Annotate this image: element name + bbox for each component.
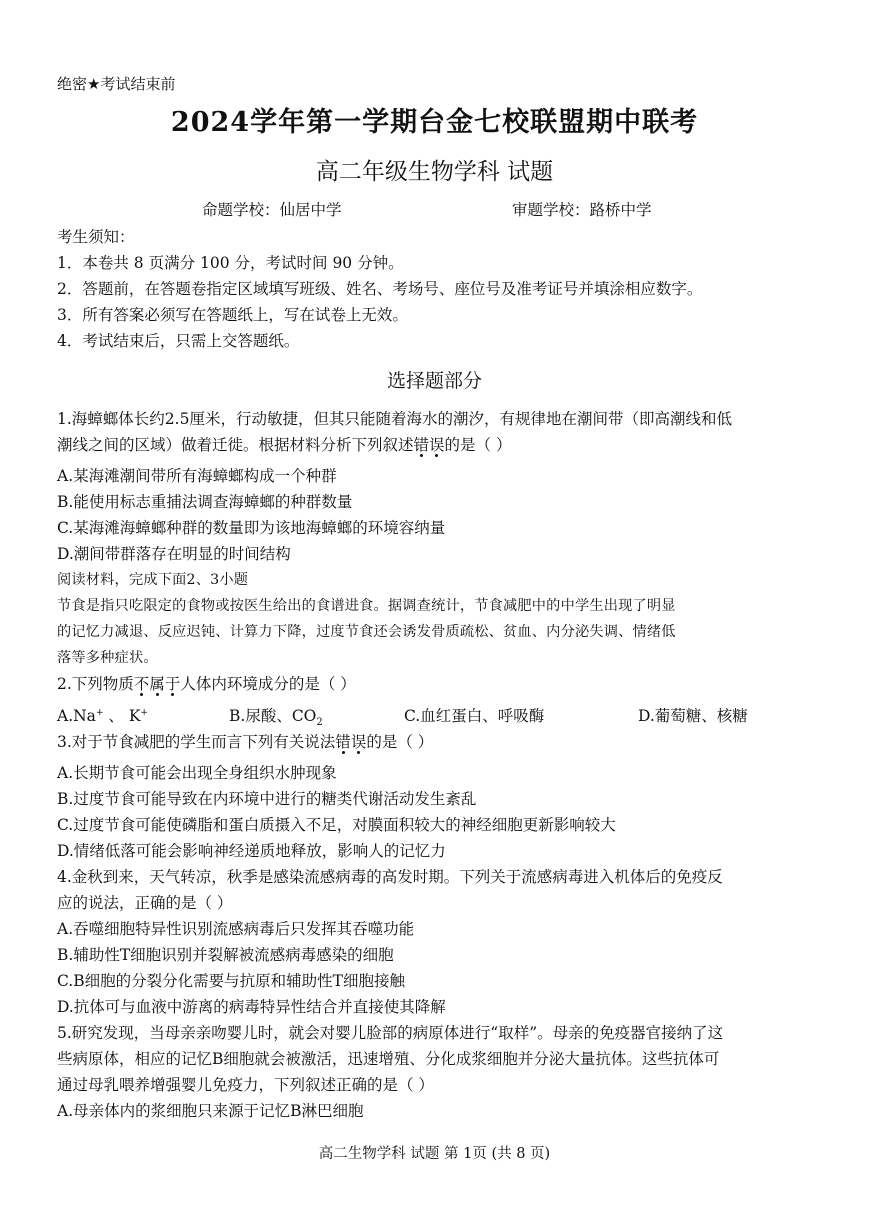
q5-option-a: A.母亲体内的浆细胞只来源于记忆B淋巴细胞 xyxy=(57,1102,364,1120)
reading-material-line: 的记忆力减退、反应迟钝、计算力下降，过度节食还会诱发骨质疏松、贫血、内分泌失调、情绪低 xyxy=(57,624,676,640)
q4-option-b: B.辅助性T细胞识别并裂解被流感病毒感染的细胞 xyxy=(57,946,394,964)
emphasis-char: 错 xyxy=(413,436,430,454)
q5-stem-line: 些病原体，相应的记忆B细胞就会被激活，迅速增殖、分化成浆细胞并分泌大量抗体。这些抗体可 xyxy=(57,1050,720,1068)
setter-school: 命题学校：仙居中学 xyxy=(202,201,342,219)
q2-option-c: C.血红蛋白、呼吸酶 xyxy=(404,707,545,725)
instruction-item: 4．考试结束后，只需上交答题纸。 xyxy=(57,332,300,350)
q3-stem-text: 的是（ ） xyxy=(366,733,434,751)
emphasis-char: 误 xyxy=(350,733,367,751)
instruction-item: 2．答题前，在答题卷指定区域填写班级、姓名、考场号、座位号及准考证号并填涂相应数字。 xyxy=(57,280,703,298)
q1-option-d: D.潮间带群落存在明显的时间结构 xyxy=(57,545,291,563)
reading-intro: 阅读材料，完成下面2、3小题 xyxy=(57,572,249,588)
emphasis-char: 误 xyxy=(429,436,445,454)
superscript: + xyxy=(140,707,148,718)
star-icon: ★ xyxy=(87,75,101,93)
q1-option-c: C.某海滩海蟑螂种群的数量即为该地海蟑螂的环境容纳量 xyxy=(57,519,446,537)
q2-stem-text: 人体内环境成分的是（ ） xyxy=(180,675,356,693)
page-footer: 高二生物学科 试题 第 1页 (共 8 页) xyxy=(318,1146,551,1162)
confidential-mark xyxy=(57,74,175,94)
exam-title: 2024学年第一学期台金七校联盟期中联考 xyxy=(170,107,699,138)
q1-stem-text: 的是（ ） xyxy=(444,436,512,454)
q3-option-c: C.过度节食可能使磷脂和蛋白质摄入不足，对膜面积较大的神经细胞更新影响较大 xyxy=(57,816,616,834)
emphasis-char: 属 xyxy=(149,675,165,693)
q3-stem-text: 3.对于节食减肥的学生而言下列有关说法 xyxy=(57,733,336,751)
q4-option-c: C.B细胞的分裂分化需要与抗原和辅助性T细胞接触 xyxy=(57,972,405,990)
reading-material-line: 落等多种症状。 xyxy=(57,650,158,666)
confidential-post: 考试结束前 xyxy=(100,75,176,93)
q2-option-a-text: A.Na xyxy=(57,707,96,725)
emphasis-char: 错 xyxy=(335,733,351,751)
q3-option-b: B.过度节食可能导致在内环境中进行的糖类代谢活动发生紊乱 xyxy=(57,790,477,808)
instruction-item: 1．本卷共 8 页满分 100 分，考试时间 90 分钟。 xyxy=(57,254,404,272)
section-title: 选择题部分 xyxy=(386,370,482,392)
q1-stem-text: 潮线之间的区域）做着迁徙。根据材料分析下列叙述 xyxy=(57,436,414,454)
exam-subtitle: 高二年级生物学科 试题 xyxy=(315,159,554,185)
q4-stem-line2: 应的说法，正确的是（ ） xyxy=(57,894,233,912)
q2-stem xyxy=(57,674,356,694)
q4-option-d: D.抗体可与血液中游离的病毒特异性结合并直接使其降解 xyxy=(57,998,446,1016)
superscript: + xyxy=(95,707,104,718)
q3-stem xyxy=(57,732,433,752)
q2-option-d: D.葡萄糖、核糖 xyxy=(638,707,748,725)
q2-option-b-text: B.尿酸、CO xyxy=(229,707,317,725)
q5-stem-line: 5.研究发现，当母亲亲吻婴儿时，就会对婴儿脸部的病原体进行“取样”。母亲的免疫器官接纳了这 xyxy=(57,1024,724,1042)
q1-option-b: B.能使用标志重捕法调查海蟑螂的种群数量 xyxy=(57,493,353,511)
q5-stem-line: 通过母乳喂养增强婴儿免疫力，下列叙述正确的是（ ） xyxy=(57,1076,434,1094)
q4-option-a: A.吞噬细胞特异性识别流感病毒后只发挥其吞噬功能 xyxy=(57,920,415,938)
subscript: 2 xyxy=(316,717,323,729)
q2-option-a-text: 、 K xyxy=(103,707,141,725)
reading-material-line: 节食是指只吃限定的食物或按医生给出的食谱进食。据调查统计，节食减肥中的中学生出现了明显 xyxy=(57,598,676,614)
q4-stem-line1: 4.金秋到来，天气转凉，秋季是感染流感病毒的高发时期。下列关于流感病毒进入机体后的免疫反 xyxy=(57,868,723,886)
q1-option-a: A.某海滩潮间带所有海蟑螂构成一个种群 xyxy=(57,467,337,485)
q1-stem-line2 xyxy=(57,435,511,455)
q1-stem-line1: 1.海蟑螂体长约2.5厘米，行动敏捷，但其只能随着海水的潮汐，有规律地在潮间带（即高潮线和低 xyxy=(57,410,732,428)
q3-option-a: A.长期节食可能会出现全身组织水肿现象 xyxy=(57,764,337,782)
reviewer-school: 审题学校：路桥中学 xyxy=(512,201,652,219)
emphasis-char: 不 xyxy=(133,675,150,693)
emphasis-char: 于 xyxy=(164,675,181,693)
q2-stem-text: 2.下列物质 xyxy=(57,675,134,693)
instruction-item: 3．所有答案必须写在答题纸上，写在试卷上无效。 xyxy=(57,306,408,324)
q2-option-a xyxy=(57,706,148,726)
q3-option-d: D.情绪低落可能会影响神经递质地释放，影响人的记忆力 xyxy=(57,842,446,860)
confidential-pre: 绝密 xyxy=(57,75,88,93)
instructions-heading: 考生须知： xyxy=(57,228,135,246)
q2-option-b xyxy=(229,706,323,729)
